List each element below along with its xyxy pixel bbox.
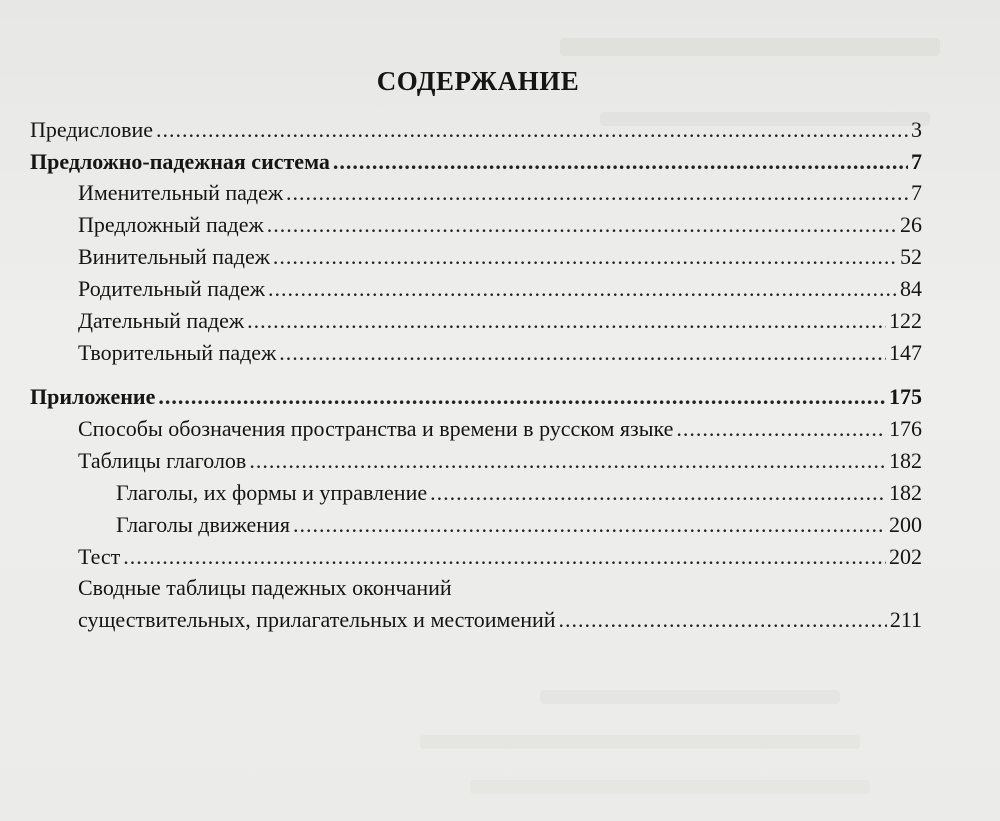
bleed-through-smudge [470,780,870,794]
toc-dot-leader [286,179,908,207]
toc-entry-page: 182 [889,480,922,505]
toc-entry-label: Приложение [30,384,156,409]
toc-entry-label: Глаголы движения [116,512,290,537]
toc-entry [78,543,922,571]
toc-entry [30,116,922,144]
toc-entry-page: 200 [889,512,922,537]
toc-entry-label: Тест [78,544,121,569]
toc-dot-leader [676,415,886,443]
toc-entry-label: Таблицы глаголов [78,448,247,473]
toc-dot-leader [267,211,897,239]
toc-dot-leader [273,243,897,271]
toc-entry-label: Предложно-падежная система [30,149,330,174]
toc-entry [78,211,922,239]
toc-entry-label: Именительный падеж [78,180,284,205]
toc-entry-page: 211 [889,607,922,632]
toc-dot-leader [430,479,886,507]
toc-entry-page: 52 [900,244,922,269]
toc-entry-label: Родительный падеж [78,276,265,301]
toc-entry-page: 176 [889,416,922,441]
toc-entry [30,148,922,176]
toc-entry-label: Глаголы, их формы и управление [116,480,428,505]
toc-entry [116,479,922,507]
bleed-through-smudge [560,38,940,56]
toc-entry-label-line1: Сводные таблицы падежных окончаний [78,575,452,600]
toc-dot-leader [156,116,908,144]
toc-dot-leader [158,383,886,411]
toc-dot-leader [279,339,886,367]
toc-entry-page: 175 [889,384,922,409]
toc-entry-page: 7 [911,149,922,174]
toc-entry [78,275,922,303]
toc-entry-page: 122 [889,308,922,333]
toc-entry-page: 147 [889,340,922,365]
toc-entry-page: 26 [900,212,922,237]
toc-entry-page: 84 [900,276,922,301]
toc-dot-leader [559,606,887,634]
toc-dot-leader [247,307,886,335]
toc-entry [78,307,922,335]
toc-entry-page: 7 [911,180,922,205]
toc-entry [78,179,922,207]
toc-entry [78,606,922,634]
bleed-through-smudge [420,735,860,749]
toc-entry-label: Предисловие [30,117,153,142]
toc-entry [78,447,922,475]
toc-entry [116,511,922,539]
toc-entry-page: 3 [911,117,922,142]
page-title: СОДЕРЖАНИЕ [376,66,580,96]
toc-entry-label: Творительный падеж [78,340,277,365]
toc-entry [78,339,922,367]
toc-entry [78,415,922,443]
toc-entry [78,243,922,271]
toc-dot-leader [249,447,886,475]
toc-entry-page: 202 [889,544,922,569]
toc-dot-leader [123,543,886,571]
toc-dot-leader [293,511,886,539]
toc-dot-leader [268,275,897,303]
toc-entry-label: существительных, прилагательных и местоимений [78,607,556,632]
toc-dot-leader [333,148,908,176]
toc-entry-label: Винительный падеж [78,244,270,269]
toc-entry-label: Способы обозначения пространства и времени в русском языке [78,416,674,441]
toc-entry-label: Предложный падеж [78,212,264,237]
toc-entry-page: 182 [889,448,922,473]
toc-entry-label: Дательный падеж [78,308,245,333]
toc-entry [30,383,922,411]
bleed-through-smudge [540,690,840,704]
